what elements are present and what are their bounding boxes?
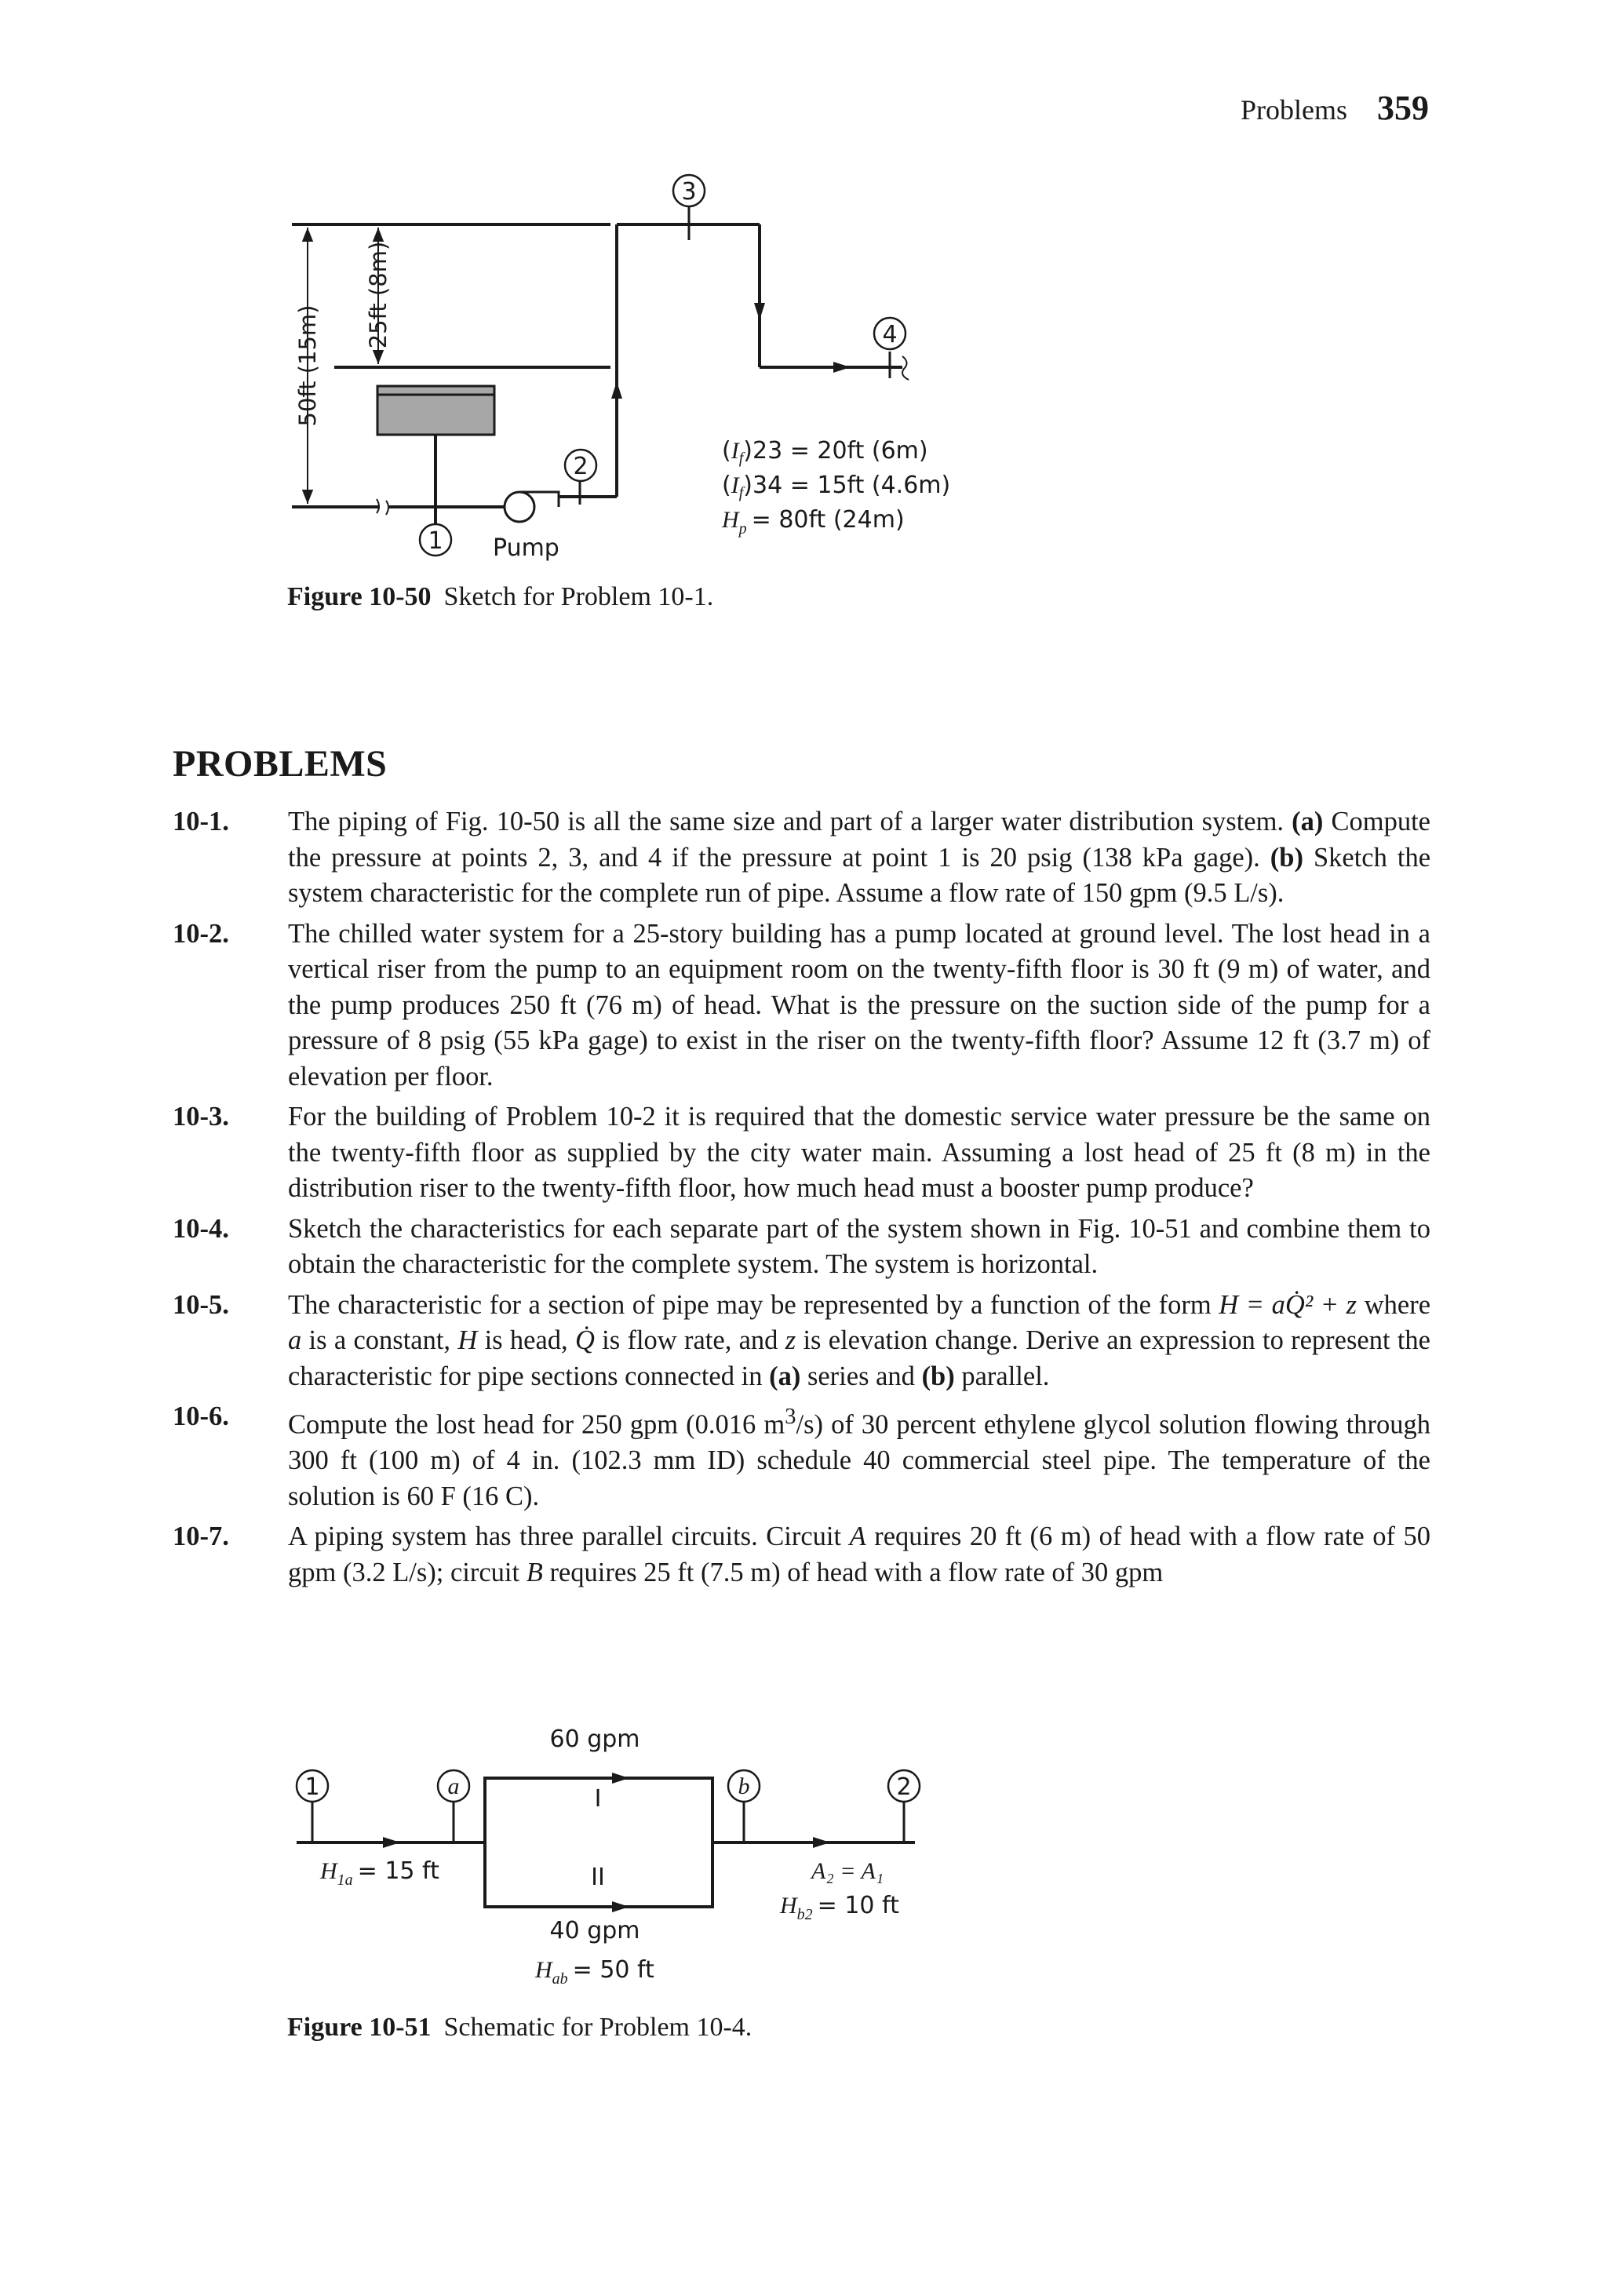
problem-number: 10-2. <box>173 918 229 949</box>
pump-head: $H_p = 80ft$ (24m) <box>722 506 905 538</box>
tank <box>377 386 494 435</box>
problem-text: Compute the lost head for 250 gpm (0.016 $m^3/s$) of 30 percent ethylene glycol solution flowing through 300 ft (100 m) of 4 in. (102.3 mm ID) schedule 40 commercial steel pipe. The temperature of the solution is 60 F (16 C). <box>288 1404 1430 1511</box>
downflow-arrow <box>754 303 765 320</box>
node-2-label: 2 <box>896 1773 912 1801</box>
problem-text: The chilled water system for a 25-story building has a pump located at ground level. The lost head in a vertical riser from the pump to an equipment room on the twenty-fifth floor is 30 ft (9 m) of water, and the pump produces 250 ft (76 m) of head. What is the pressure on the suction side of the pump for a pressure of 8 psig (55 kPa gage) to exist in the riser on the twenty-fifth floor? Assume 12 ft (3.7 m) of elevation per floor. <box>288 918 1430 1092</box>
node-1-label: 1 <box>428 527 443 555</box>
problem-text: Sketch the characteristics for each separate part of the system shown in Fig. 10-51 and combine them to obtain the characteristic for the complete system. The system is horizontal. <box>288 1213 1430 1279</box>
problem-number: 10-4. <box>173 1213 229 1244</box>
problem-text: For the building of Problem 10-2 it is required that the domestic service water pressure be the same on the twenty-fifth floor as supplied by the city water main. Assuming a lost head of 25 ft (8 m) in the distribution riser to the twenty-fifth floor, how much head must a booster pump produce? <box>288 1102 1430 1203</box>
problem-10-7 <box>173 1519 1430 1591</box>
figure-10-50-caption-label: Figure 10-50 <box>287 582 432 611</box>
problem-text: A piping system has three parallel circuits. Circuit A requires 20 ft (6 m) of head with a flow rate of 50 gpm (3.2 L/s); circuit B requires 25 ft (7.5 m) of head with a flow rate of 30 gpm <box>288 1522 1430 1587</box>
problem-text: The piping of Fig. 10-50 is all the same size and part of a larger water distribution system. (a) Compute the pressure at points 2, 3, and 4 if the pressure at point 1 is 20 psig (138 kPa gage). (b) Sketch the system characteristic for the complete run of pipe. Assume a flow rate of 150 gpm (9.5 L/s). <box>288 807 1431 908</box>
formula: H = aQ̇² + z <box>1219 1289 1357 1320</box>
lost-head-34: $(I_f)34 = 15ft$ (4.6m) <box>722 472 951 501</box>
problem-text: The characteristic for a section of pipe may be represented by a function of the form H = aQ̇² + z where a is a constant, H is head, Q̇ is flow rate, and z is elevation change. Derive an expression to represent the characteristic for pipe sections connected in (a) series and (b) parallel. <box>288 1289 1431 1391</box>
problem-10-5 <box>173 1288 1430 1395</box>
outflow-arrow <box>833 362 851 373</box>
pump <box>505 492 534 522</box>
problem-number: 10-1. <box>173 807 229 836</box>
figure-10-51-caption <box>287 2013 752 2043</box>
branch-ii-arrow <box>612 1901 629 1912</box>
problem-10-4 <box>173 1212 1430 1283</box>
problem-number: 10-3. <box>173 1102 229 1132</box>
node-4-label: 4 <box>882 321 898 348</box>
problem-10-3 <box>173 1099 1430 1207</box>
flow-bottom-label: 40 gpm <box>549 1917 640 1944</box>
figure-10-50-caption-text: Sketch for Problem 10-1. <box>443 582 714 611</box>
branch-i-arrow <box>612 1773 629 1784</box>
running-head-label: Problems <box>1240 94 1347 126</box>
problem-list <box>173 804 1430 1595</box>
node-3-label: 3 <box>681 178 697 206</box>
h1a-label: $H_{1a} = 15$ ft <box>320 1857 439 1889</box>
node-b-label: b <box>738 1773 750 1799</box>
problem-10-6 <box>173 1399 1430 1514</box>
figure-10-51 <box>0 1711 1607 2040</box>
problem-number: 10-6. <box>173 1401 229 1431</box>
section-heading: PROBLEMS <box>173 743 388 785</box>
branch-ii-label: II <box>591 1864 605 1891</box>
inlet-flow-arrow <box>383 1837 400 1848</box>
dim-50-label: 50ft (15m) <box>294 304 321 427</box>
branch-i-label: I <box>594 1785 602 1813</box>
node-a-label: a <box>447 1773 460 1799</box>
area-label: A₂ = A₁ <box>811 1858 884 1884</box>
problem-10-2 <box>173 917 1430 1095</box>
hb2-label: $H_{b2} = 10$ ft <box>780 1892 899 1923</box>
figure-10-51-caption-text: Schematic for Problem 10-4. <box>443 2013 752 2042</box>
figure-10-50-caption <box>287 582 713 612</box>
outlet-flow-arrow <box>813 1837 830 1848</box>
figure-10-50 <box>0 0 1607 628</box>
page-number: 359 <box>1377 89 1429 127</box>
riser-flow-arrow <box>611 381 622 399</box>
problem-10-1 <box>173 804 1430 912</box>
node-1-label: 1 <box>304 1773 320 1801</box>
problem-number: 10-7. <box>173 1522 229 1551</box>
lost-head-23: $(I_f)23 = 20ft$ (6m) <box>722 437 928 467</box>
flow-top-label: 60 gpm <box>549 1726 640 1753</box>
dim-25-label: 25ft (8m) <box>365 241 392 349</box>
node-2-label: 2 <box>573 453 589 480</box>
figure-10-51-caption-label: Figure 10-51 <box>287 2013 432 2042</box>
problem-number: 10-5. <box>173 1289 229 1320</box>
hab-label: $H_{ab} = 50$ ft <box>535 1956 654 1988</box>
pump-label: Pump <box>493 534 559 562</box>
